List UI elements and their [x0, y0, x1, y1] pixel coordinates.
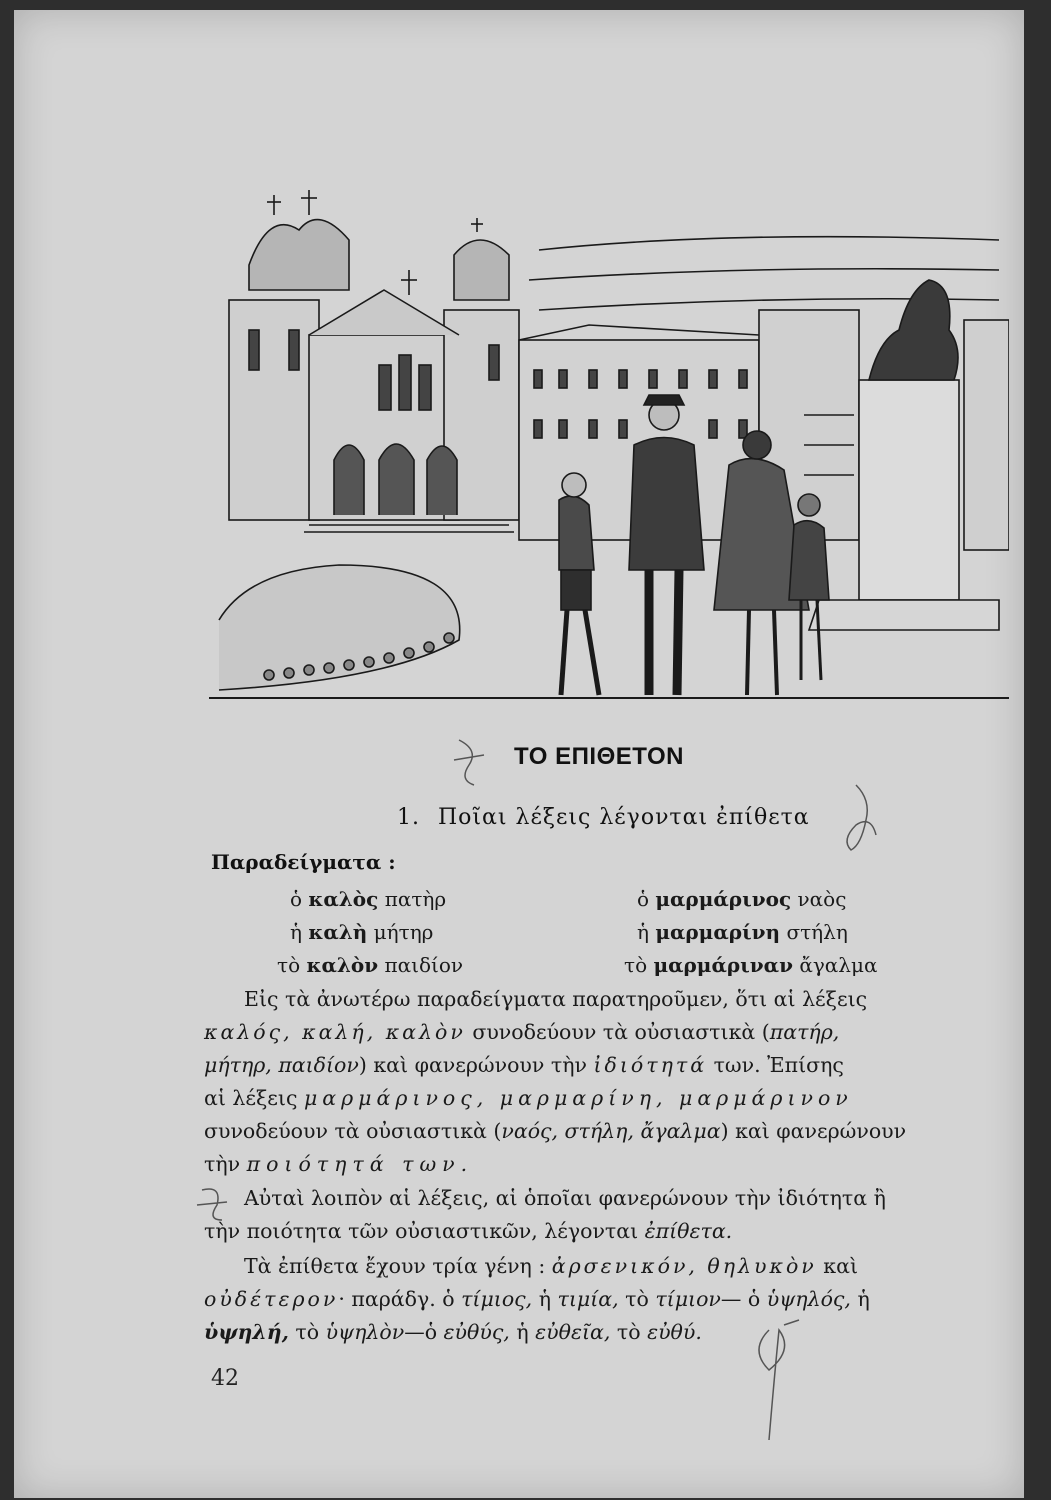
section-number: 1.	[397, 805, 420, 830]
book-page	[14, 10, 1024, 1498]
paragraph-3	[204, 1250, 1004, 1349]
example-item: τὸ καλὸν παιδίον	[277, 953, 464, 977]
example-item: ἡ καλὴ μήτηρ	[290, 920, 434, 944]
example-item: ὁ μαρμάρινος ναὸς	[637, 887, 847, 911]
text-line: ὑψηλή, τὸ ὑψηλὸν—ὁ εὐθύς, ἡ εὐθεῖα, τὸ εὐθύ.	[204, 1320, 702, 1344]
page-number: 42	[211, 1366, 239, 1391]
example-item: τὸ μαρμάριναν ἄγαλμα	[624, 953, 878, 977]
section-heading-text: Ποῖαι λέξεις λέγονται ἐπίθετα	[438, 805, 810, 830]
text-line: τὴν ποιότητα τῶν οὐσιαστικῶν, λέγονται ἐπίθετα.	[204, 1219, 733, 1243]
church-square-illustration	[209, 170, 1009, 710]
text-line: Τὰ ἐπίθετα ἔχουν τρία γένη : ἀρσενικόν, θηλυκὸν καὶ	[244, 1254, 858, 1278]
pencil-mark-icon	[836, 780, 886, 860]
paragraph-1	[204, 983, 1004, 1181]
text-line: Αὐταὶ λοιπὸν αἱ λέξεις, αἱ ὁποῖαι φανερώνουν τὴν ἰδιότητα ἢ	[244, 1186, 886, 1210]
text-line: μήτηρ, παιδίον) καὶ φανερώνουν τὴν ἰδιότητά των. Ἐπίσης	[204, 1053, 844, 1077]
paragraph-2	[204, 1182, 1004, 1248]
text-line: οὐδέτερον· παράδγ. ὁ τίμιος, ἡ τιμία, τὸ τίμιον— ὁ ὑψηλός, ἡ	[204, 1287, 870, 1311]
example-item: ὁ καλὸς πατὴρ	[290, 887, 447, 911]
text-line: τὴν ποιότητά των.	[204, 1152, 474, 1176]
pencil-mark-icon	[449, 730, 489, 790]
text-line: αἱ λέξεις μαρμάρινος, μαρμαρίνη, μαρμάρινον	[204, 1086, 853, 1110]
text-line: Εἰς τὰ ἀνωτέρω παραδείγματα παρατηροῦμεν, ὅτι αἱ λέξεις	[244, 987, 868, 1011]
text-line: συνοδεύουν τὰ οὐσιαστικὰ (ναός, στήλη, ἄγαλμα) καὶ φανερώνουν	[204, 1119, 907, 1143]
section-heading	[397, 805, 810, 830]
text-line: καλός, καλή, καλὸν συνοδεύουν τὰ οὐσιαστικὰ (πατήρ,	[204, 1020, 840, 1044]
example-item: ἡ μαρμαρίνη στήλη	[637, 920, 848, 944]
examples-label: Παραδείγματα :	[211, 850, 396, 874]
page-title: ΤΟ ΕΠΙΘΕΤΟΝ	[514, 743, 684, 770]
